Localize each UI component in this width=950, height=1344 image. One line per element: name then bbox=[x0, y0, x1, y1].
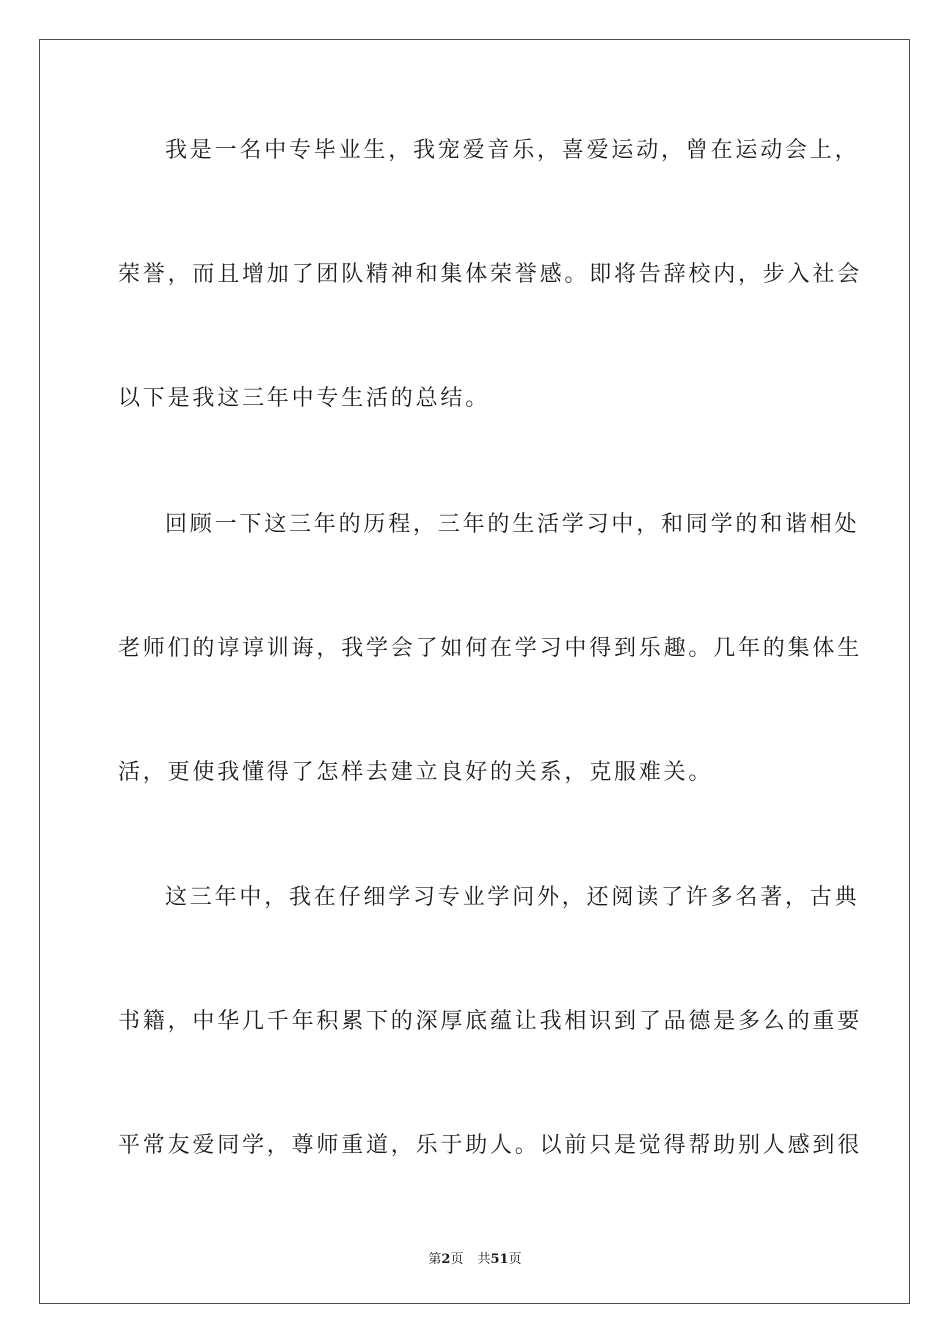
page-prefix: 第 bbox=[428, 1252, 442, 1267]
paragraph-1-line-3: 以下是我这三年中专生活的总结。 bbox=[118, 386, 491, 411]
paragraph-1-line-1: 我是一名中专毕业生，我宠爱音乐，喜爱运动，曾在运动会上， bbox=[165, 138, 860, 163]
paragraph-3-line-2: 书籍，中华几千年积累下的深厚底蕴让我相识到了品德是多么的重要 bbox=[118, 1009, 863, 1034]
paragraph-3-line-1: 这三年中，我在仔细学习专业学问外，还阅读了许多名著，古典 bbox=[165, 885, 860, 910]
paragraph-2-line-1: 回顾一下这三年的历程，三年的生活学习中，和同学的和谐相处 bbox=[165, 512, 860, 537]
total-prefix: 共 bbox=[477, 1252, 491, 1267]
total-suffix: 页 bbox=[508, 1252, 522, 1267]
paragraph-2-line-2: 老师们的谆谆训诲，我学会了如何在学习中得到乐趣。几年的集体生 bbox=[118, 636, 863, 661]
page-number: 2 bbox=[441, 1252, 451, 1267]
page-footer bbox=[0, 1248, 950, 1267]
page-border bbox=[39, 39, 910, 1304]
paragraph-2-line-3: 活，更使我懂得了怎样去建立良好的关系，克服难关。 bbox=[118, 760, 714, 785]
paragraph-1-line-2: 荣誉，而且增加了团队精神和集体荣誉感。即将告辞校内，步入社会 bbox=[118, 262, 863, 287]
page-suffix: 页 bbox=[450, 1252, 464, 1267]
total-pages: 51 bbox=[490, 1252, 509, 1267]
paragraph-3-line-3: 平常友爱同学，尊师重道，乐于助人。以前只是觉得帮助别人感到很 bbox=[118, 1133, 863, 1158]
